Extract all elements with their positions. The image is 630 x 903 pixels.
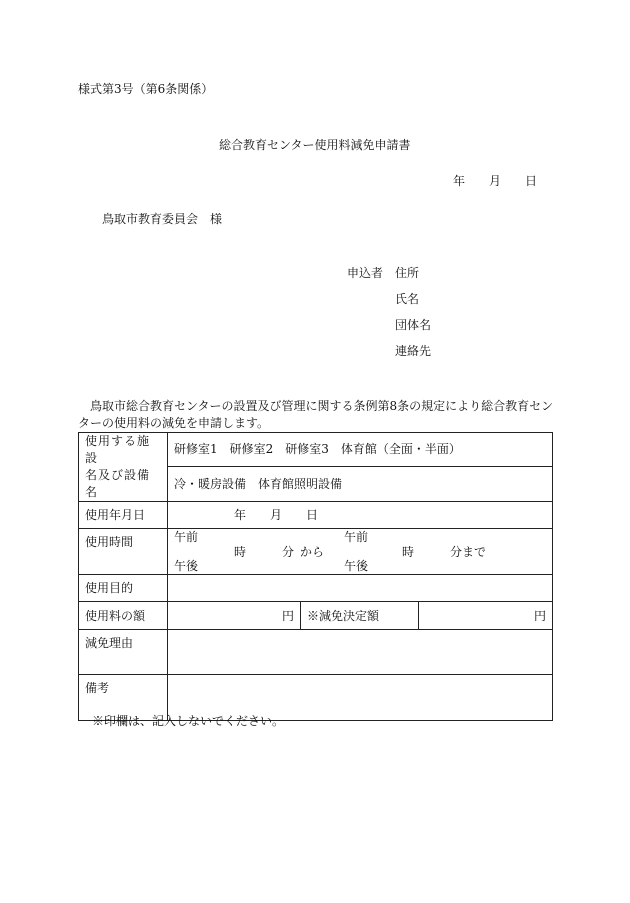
exemption-yen: 円 <box>534 608 547 623</box>
use-date-day: 日 <box>306 508 319 522</box>
use-date-field[interactable] <box>168 502 553 529</box>
facility-label-line-1: 使用する施設 <box>85 434 151 465</box>
facility-rooms[interactable]: 研修室1 研修室2 研修室3 体育館（全面・半面） <box>168 433 553 467</box>
fee-yen: 円 <box>281 608 294 623</box>
date-year: 年 <box>453 174 466 188</box>
purpose-label: 使用目的 <box>79 575 168 602</box>
applicant-group-label: 団体名 <box>395 318 432 332</box>
exemption-decision-label: ※減免決定額 <box>301 602 419 630</box>
application-statement <box>78 398 558 432</box>
use-time-label: 使用時間 <box>79 529 168 575</box>
applicant-name-label: 氏名 <box>395 292 420 306</box>
date-line <box>453 174 537 188</box>
start-hour: 時 <box>234 544 247 559</box>
from-label: から <box>300 544 325 559</box>
applicant-address-label: 住所 <box>395 266 420 280</box>
start-am: 午前 <box>174 529 199 544</box>
until-label: 分まで <box>450 544 487 559</box>
use-date-month: 月 <box>270 508 283 522</box>
document-title: 総合教育センター使用料減免申請書 <box>219 138 411 152</box>
application-table <box>78 432 553 721</box>
exemption-decision-field[interactable] <box>419 602 553 630</box>
date-month: 月 <box>489 174 502 188</box>
use-time-row <box>79 529 553 575</box>
applicant-contact-label: 連絡先 <box>395 344 432 358</box>
remarks-label: 備考 <box>79 675 168 721</box>
fee-field[interactable] <box>168 602 301 630</box>
facility-row <box>79 433 553 467</box>
facility-label-cell <box>79 433 168 502</box>
date-day: 日 <box>525 174 538 188</box>
reason-label: 減免理由 <box>79 630 168 675</box>
end-pm: 午後 <box>344 558 369 573</box>
fee-label: 使用料の額 <box>79 602 168 630</box>
applicant-label: 申込者 <box>347 266 384 280</box>
footnote: ※印欄は、記入しないでください。 <box>92 714 285 728</box>
statement-line-2: ターの使用料の減免を申請します。 <box>78 416 270 430</box>
use-date-row <box>79 502 553 529</box>
purpose-field[interactable] <box>168 575 553 602</box>
use-time-field[interactable] <box>168 529 553 575</box>
use-time-grid <box>174 530 546 574</box>
statement-line-1: 鳥取市総合教育センターの設置及び管理に関する条例第8条の規定により総合教育セン <box>90 399 554 413</box>
end-hour: 時 <box>402 544 415 559</box>
facility-equipment[interactable]: 冷・暖房設備 体育館照明設備 <box>168 466 553 501</box>
end-am: 午前 <box>344 529 369 544</box>
start-pm: 午後 <box>174 558 199 573</box>
facility-label-line-2: 名及び設備名 <box>85 468 151 499</box>
reason-field[interactable] <box>168 630 553 675</box>
addressee: 鳥取市教育委員会 様 <box>102 212 223 226</box>
reason-row <box>79 630 553 675</box>
purpose-row <box>79 575 553 602</box>
start-minute: 分 <box>282 544 295 559</box>
use-date-label: 使用年月日 <box>79 502 168 529</box>
use-date-year: 年 <box>234 508 247 522</box>
form-number: 様式第3号（第6条関係） <box>78 82 214 96</box>
fee-row <box>79 602 553 630</box>
